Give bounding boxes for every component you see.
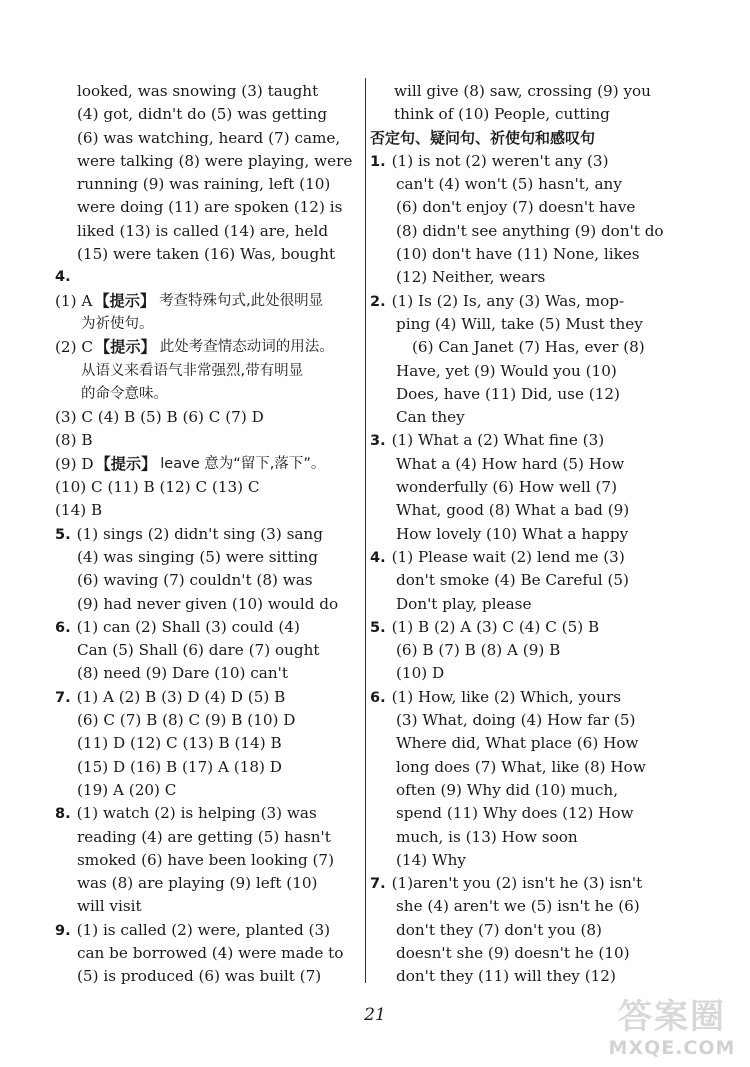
answer-line: (9) D 【提示】 leave 意为“留下,落下”。 [55,453,359,476]
answer-line: reading (4) are getting (5) hasn't [77,827,331,846]
answer-line: spend (11) Why does (12) How [396,804,634,823]
answer-line: 5. (1) B (2) A (3) C (4) C (5) B [370,617,600,636]
right-column [370,80,680,989]
answer-line: much, is (13) How soon [396,827,578,846]
section-heading: 否定句、疑问句、祈使句和感叹句 [370,128,596,147]
answer-line: (10) don't have (11) None, likes [396,245,640,264]
section-number: 9. [55,922,71,939]
watermark-logo: 答案圈 [618,997,726,1037]
answer-line: What a (4) How hard (5) How [396,454,625,473]
answer-line: (11) D (12) C (13) B (14) B [77,734,282,753]
answer-line: Have, yet (9) Would you (10) [396,361,617,380]
hint-label: 【提示】 [94,291,156,310]
answer-line: (6) don't enjoy (7) doesn't have [396,198,636,217]
answer-line: don't they (7) don't you (8) [396,920,602,939]
answer-line: often (9) Why did (10) much, [396,780,619,799]
watermark-url: MXQE.COM [608,1037,736,1059]
section-number: 5. [55,526,71,543]
answer-line: 2. (1) Is (2) Is, any (3) Was, mop- [370,291,625,310]
hint-label: 【提示】 [94,338,156,357]
answer-line: (12) Neither, wears [396,268,546,287]
section-number: 2. [370,293,386,310]
answer-line: 8. (1) watch (2) is helping (3) was [55,804,317,823]
answer-line: can be borrowed (4) were made to [77,943,344,962]
text-line: looked, was snowing (3) taught [77,82,319,100]
left-column [55,80,359,989]
section-number: 5. [370,619,386,636]
answer-line: long does (7) What, like (8) How [396,757,646,776]
answer-line: (14) B [55,501,103,520]
answer-line: was (8) are playing (9) left (10) [77,874,318,893]
answer-line: don't smoke (4) Be Careful (5) [396,571,629,590]
answer-line: 从语义来看语气非常强烈,带有明显 [81,362,304,379]
answer-line: (3) What, doing (4) How far (5) [396,711,636,730]
answer-line: (8) B [55,431,93,450]
answer-line: (3) C (4) B (5) B (6) C (7) D [55,408,264,427]
page-number: 21 [364,1005,386,1025]
text-line: were doing (11) are spoken (12) is [77,198,343,217]
answer-line: 5. (1) sings (2) didn't sing (3) sang [55,524,323,543]
answer-line: ping (4) Will, take (5) Must they [396,314,643,333]
answer-line: (8) need (9) Dare (10) can't [77,664,288,683]
answer-line: 9. (1) is called (2) were, planted (3) [55,920,331,939]
text-line: (4) got, didn't do (5) was getting [77,105,328,124]
answer-line: (10) C (11) B (12) C (13) C [55,478,260,497]
answer-line: (15) D (16) B (17) A (18) D [77,757,282,776]
answer-line: (6) B (7) B (8) A (9) B [396,641,561,660]
answer-line: Can they [396,408,465,427]
answer-line: 7. (1) A (2) B (3) D (4) D (5) B [55,687,286,706]
answer-line: (6) C (7) B (8) C (9) B (10) D [77,711,296,730]
answer-line: (4) was singing (5) were sitting [77,547,318,566]
answer-line: wonderfully (6) How well (7) [396,478,618,497]
section-number: 3. [370,433,386,450]
answer-line: 3. (1) What a (2) What fine (3) [370,431,605,450]
section-number: 6. [370,689,386,706]
answer-line: Don't play, please [396,594,532,613]
answer-line: (6) Can Janet (7) Has, ever (8) [412,338,645,357]
section-number: 8. [55,806,71,823]
answer-line: 的命令意味。 [81,385,168,402]
section-number: 7. [370,876,386,893]
answer-line: 为祈使句。 [81,315,154,332]
answer-line: can't (4) won't (5) hasn't, any [396,175,622,194]
section-number: 6. [55,619,71,636]
answer-line: (5) is produced (6) was built (7) [77,967,322,986]
answer-line: she (4) aren't we (5) isn't he (6) [396,897,640,916]
answer-line: will visit [77,897,142,916]
answer-line: (14) Why [396,850,466,869]
hint-label: 【提示】 [95,454,157,473]
section-number: 7. [55,689,71,706]
section-number: 1. [370,153,386,170]
answer-line: 7. (1)aren't you (2) isn't he (3) isn't [370,874,643,893]
text-line: (6) was watching, heard (7) came, [77,128,341,147]
text-line: running (9) was raining, left (10) [77,175,331,194]
answer-line: Where did, What place (6) How [396,734,639,753]
answer-line: Can (5) Shall (6) dare (7) ought [77,641,320,660]
answer-line: What, good (8) What a bad (9) [396,501,630,520]
column-divider [365,78,366,983]
answer-line: (6) waving (7) couldn't (8) was [77,571,313,590]
answer-line: smoked (6) have been looking (7) [77,850,335,869]
section-number: 4. [370,549,386,566]
answer-line: doesn't she (9) doesn't he (10) [396,943,630,962]
watermark [602,997,742,1059]
answer-line: (8) didn't see anything (9) don't do [396,221,664,240]
answer-line: (2) C 【提示】 此处考查情态动词的用法。 [55,336,359,359]
text-line: will give (8) saw, crossing (9) you [394,82,651,100]
answer-line: don't they (11) will they (12) [396,967,616,986]
text-line: were talking (8) were playing, were [77,151,353,170]
answer-line: 1. (1) is not (2) weren't any (3) [370,151,609,170]
answer-line: Does, have (11) Did, use (12) [396,384,620,403]
answer-line: 6. (1) How, like (2) Which, yours [370,687,622,706]
answer-line: How lovely (10) What a happy [396,524,629,543]
text-line: (15) were taken (16) Was, bought [77,245,336,264]
answer-line: (10) D [396,664,445,683]
answer-line: 4. (1) Please wait (2) lend me (3) [370,547,625,566]
answer-line: 6. (1) can (2) Shall (3) could (4) [55,617,300,636]
text-line: liked (13) is called (14) are, held [77,221,329,240]
answer-line: (9) had never given (10) would do [77,594,339,613]
answer-line: (1) A 【提示】 考查特殊句式,此处很明显 [55,290,359,313]
text-line: think of (10) People, cutting [394,105,610,124]
section-4-number: 4. [55,269,71,286]
answer-line: (19) A (20) C [77,780,177,799]
